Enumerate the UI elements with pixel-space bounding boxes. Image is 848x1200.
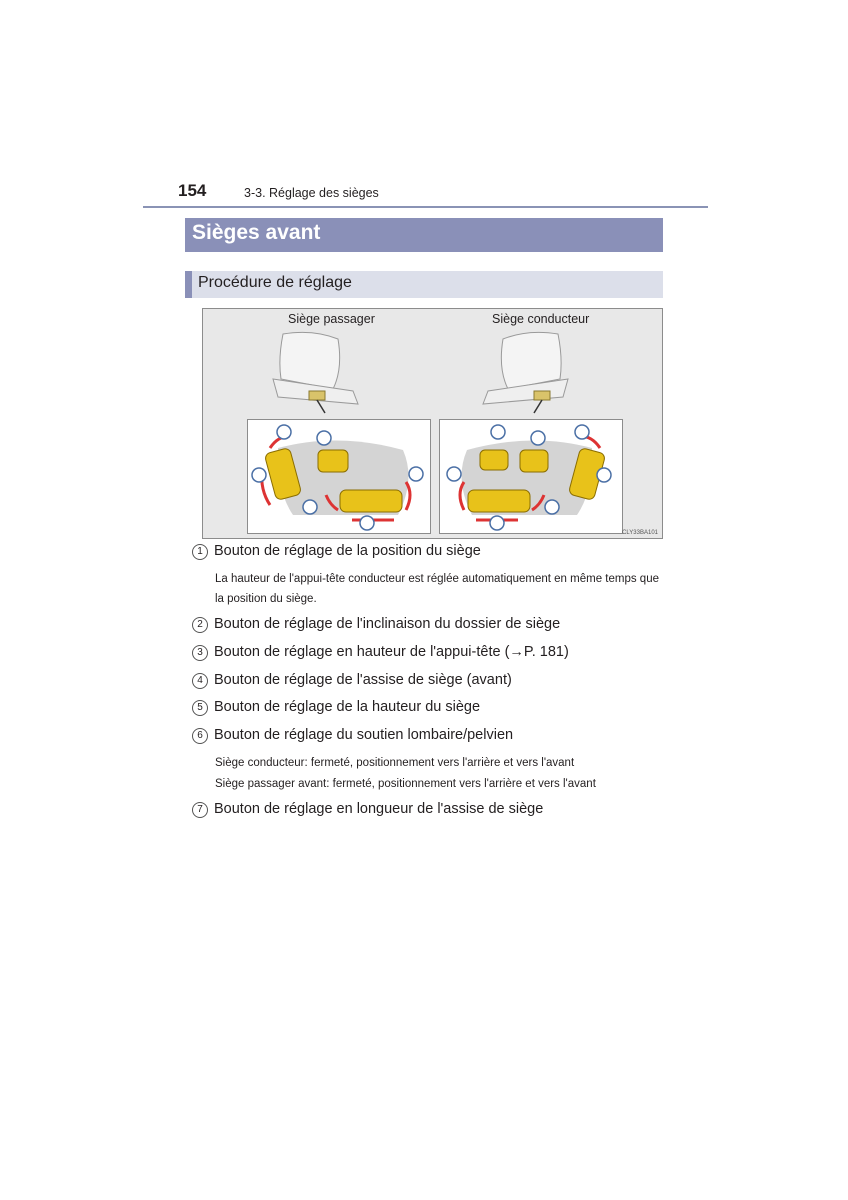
item-text: Bouton de réglage du soutien lombaire/pelvien [214,727,514,743]
item-note: Siège passager avant: fermeté, positionnement vers l'arrière et vers l'avant [215,778,596,790]
item-number: 7 [192,802,208,818]
list-item [192,644,569,661]
list-item [192,616,560,633]
item-number: 4 [192,673,208,689]
seat-controls-figure [202,308,663,539]
subsection-heading [185,271,663,298]
section-heading [185,218,663,252]
item-text: Bouton de réglage en longueur de l'assise de siège [214,801,544,817]
item-number: 3 [192,645,208,661]
item-number: 2 [192,617,208,633]
figure-code: CLY33BA101 [622,530,658,536]
section-title: Sièges avant [192,221,321,244]
list-item [192,699,480,716]
chapter-title: 3-3. Réglage des sièges [244,186,379,200]
driver-seat-illustration [468,329,578,414]
figure-label-passenger: Siège passager [288,312,375,326]
item-number: 6 [192,728,208,744]
page-number: 154 [178,181,207,200]
passenger-control-panel [247,419,431,534]
subsection-title: Procédure de réglage [198,274,352,291]
passenger-seat-illustration [263,329,373,414]
item-text: Bouton de réglage en hauteur de l'appui-tête (→P. 181) [214,644,569,660]
driver-switch-diagram [440,420,622,533]
item-text: Bouton de réglage de la hauteur du siège [214,699,481,715]
item-text: Bouton de réglage de la position du siège [214,543,481,559]
list-item [192,727,513,744]
item-number: 5 [192,700,208,716]
list-item [192,543,481,560]
subsection-accent-bar [185,271,192,298]
item-note: La hauteur de l'appui-tête conducteur est réglée automatiquement en même temps que la position du siège. [215,573,659,605]
item-note: Siège conducteur: fermeté, positionnement vers l'arrière et vers l'avant [215,757,575,769]
list-item [192,672,512,689]
item-number: 1 [192,544,208,560]
figure-label-driver: Siège conducteur [492,312,590,326]
driver-control-panel [439,419,623,534]
passenger-switch-diagram [248,420,430,533]
item-text: Bouton de réglage de l'inclinaison du dossier de siège [214,616,561,632]
item-text: Bouton de réglage de l'assise de siège (avant) [214,672,512,688]
list-item [192,801,543,818]
header-rule [143,206,708,208]
